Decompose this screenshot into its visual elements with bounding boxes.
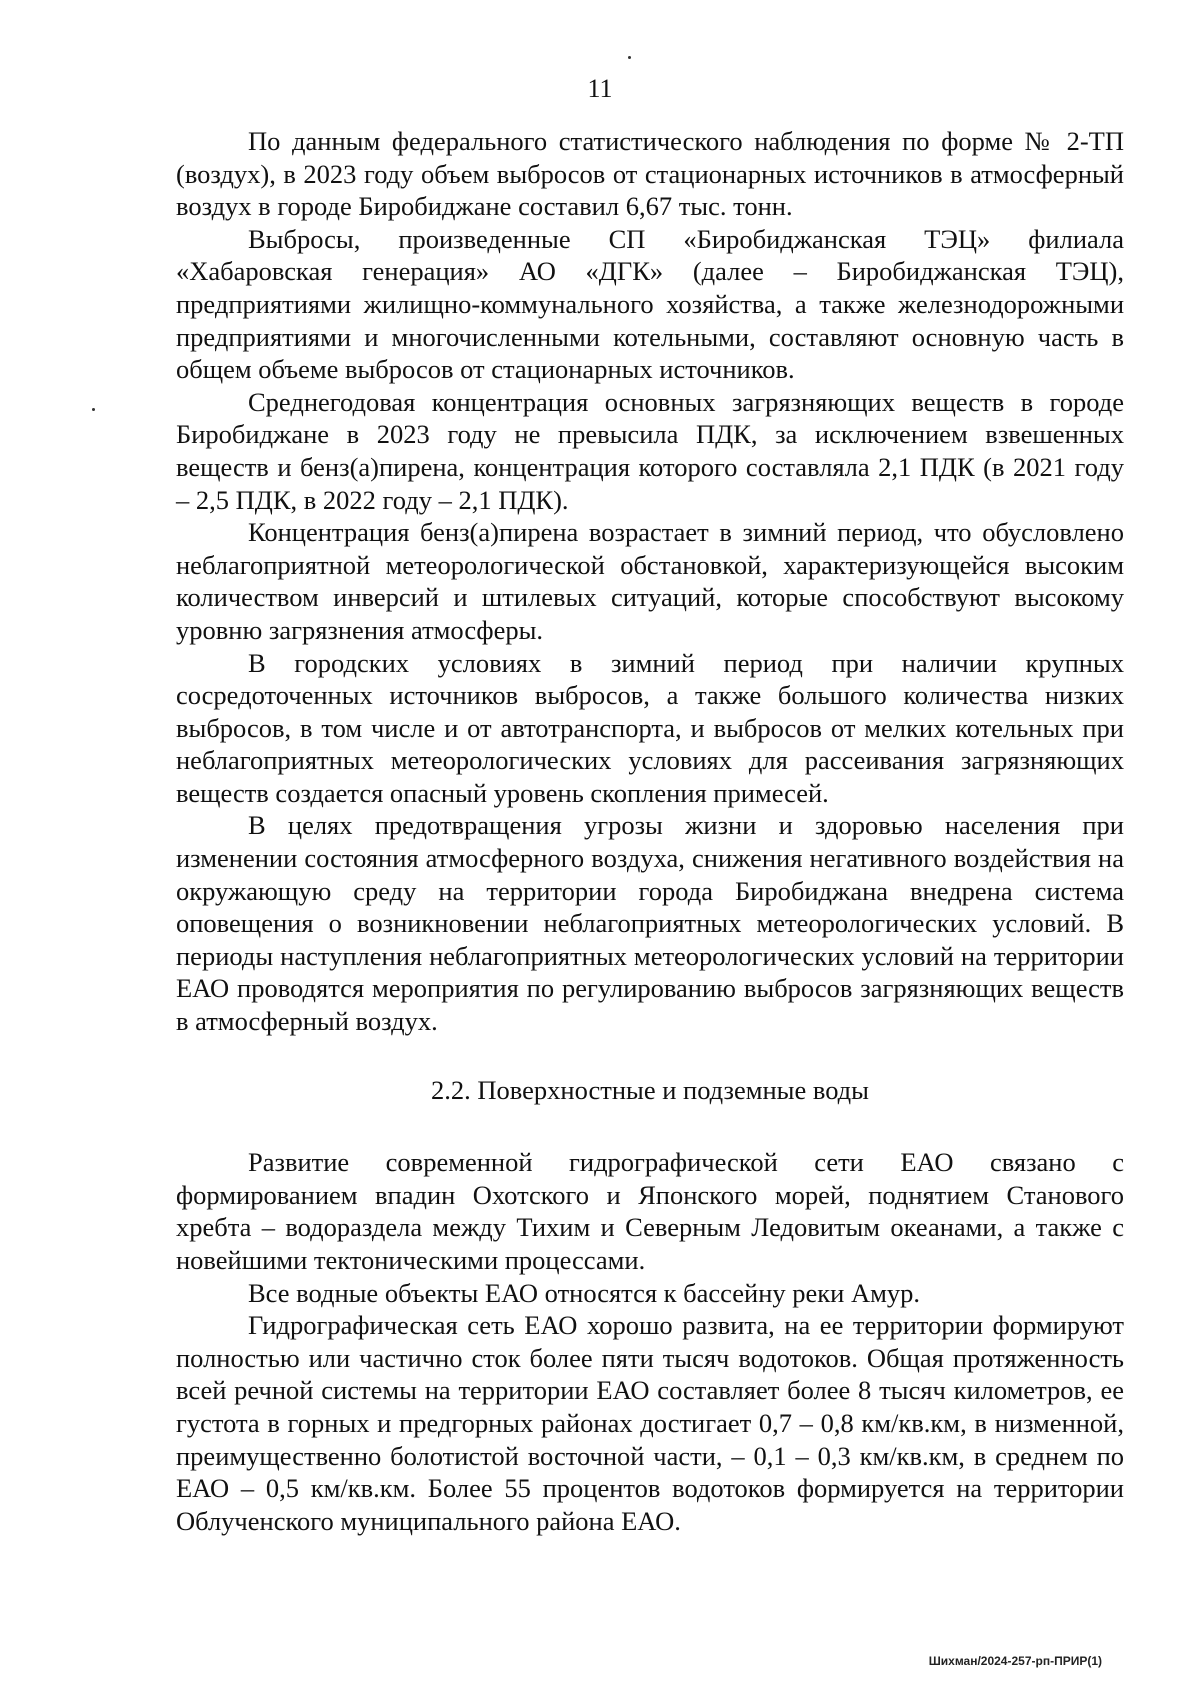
document-body xyxy=(176,125,1124,1537)
paragraph: В целях предотвращения угрозы жизни и здоровью населения при изменении состояния атмосферного воздуха, снижения негативного воздействия на окружающую среду на территории города Биробиджана внедрена система оповещения о возникновении неблагоприятных метеорологических условий. В периоды наступления неблагоприятных метеорологических условий на территории ЕАО проводятся мероприятия по регулированию выбросов загрязняющих веществ в атмосферный воздух. xyxy=(176,810,1124,1037)
paragraph: Среднегодовая концентрация основных загрязняющих веществ в городе Биробиджане в 2023 году не превысила ПДК, за исключением взвешенных веществ и бенз(а)пирена, концентрация которого составляла 2,1 ПДК (в 2021 году – 2,5 ПДК, в 2022 году – 2,1 ПДК). xyxy=(176,386,1124,515)
document-code: Шихман/2024-257-рп-ПРИР(1) xyxy=(928,1654,1102,1668)
paragraph: Концентрация бенз(а)пирена возрастает в зимний период, что обусловлено неблагоприятной метеорологической обстановкой, характеризующейся высоким количеством инверсий и штилевых ситуаций, которые способствуют высокому уровню загрязнения атмосферы. xyxy=(176,517,1124,645)
paragraph: Гидрографическая сеть ЕАО хорошо развита, на ее территории формируют полностью или частично сток более пяти тысяч водотоков. Общая протяженность всей речной системы на территории ЕАО составляет более 8 тысяч километров, ее густота в горных и предгорных районах достигает 0,7 – 0,8 км/кв.км, в низменной, преимущественно болотистой восточной части, – 0,1 – 0,3 км/кв.км, в среднем по ЕАО – 0,5 км/кв.км. Более 55 процентов водотоков формируется на территории Облученского муниципального района ЕАО. xyxy=(176,1310,1124,1536)
scan-speck xyxy=(92,408,95,411)
page-number: 11 xyxy=(587,74,613,103)
paragraph: Все водные объекты ЕАО относятся к бассейну реки Амур. xyxy=(248,1277,920,1308)
paragraph: Выбросы, произведенные СП «Биробиджанская ТЭЦ» филиала «Хабаровская генерация» АО «ДГК» (далее – Биробиджанская ТЭЦ), предприятиями жилищно-коммунального хозяйства, а также железнодорожными предприятиями и многочисленными котельными, составляют основную часть в общем объеме выбросов от стационарных источников. xyxy=(176,223,1124,385)
paragraph: В городских условиях в зимний период при наличии крупных сосредоточенных источников выбросов, а также большого количества низких выбросов, в том числе и от автотранспорта, и выбросов от мелких котельных при неблагоприятных метеорологических условиях для рассеивания загрязняющих веществ создается опасный уровень скопления примесей. xyxy=(176,647,1124,808)
section-heading: 2.2. Поверхностные и подземные воды xyxy=(431,1074,869,1105)
paragraph: Развитие современной гидрографической сети ЕАО связано с формированием впадин Охотского и Японского морей, поднятием Станового хребта – водораздела между Тихим и Северным Ледовитым океанами, а также с новейшими тектоническими процессами. xyxy=(176,1147,1124,1275)
scan-speck xyxy=(628,56,631,59)
paragraph: По данным федерального статистического наблюдения по форме № 2-ТП (воздух), в 2023 году объем выбросов от стационарных источников в атмосферный воздух в городе Биробиджане составил 6,67 тыс. тонн. xyxy=(176,126,1124,222)
